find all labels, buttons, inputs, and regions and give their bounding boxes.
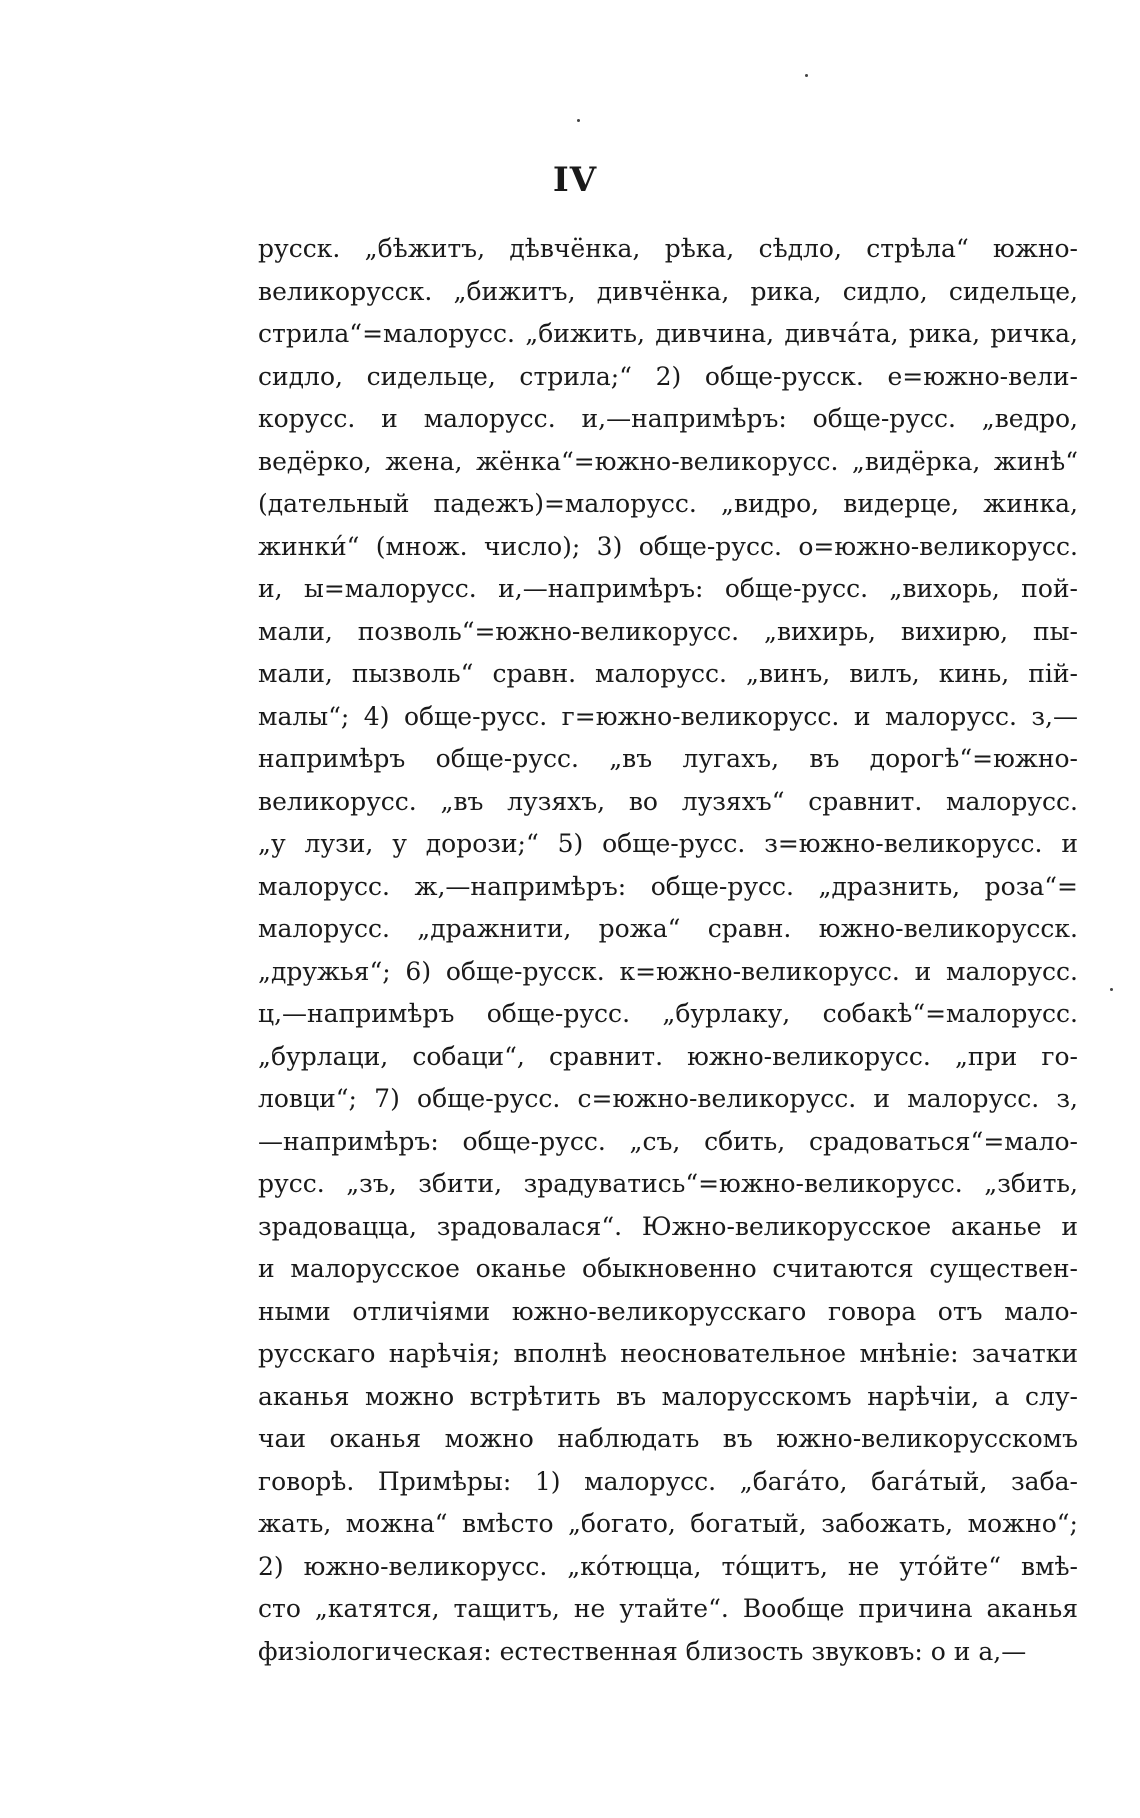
text-line: ц,—напримѣръ обще-русс. „бурлаку, собакѣ“=малорусс. [258, 999, 1078, 1028]
text-line: „у лузи, у дорози;“ 5) обще-русс. з=южно-великорусс. и [258, 829, 1078, 858]
text-line: корусс. и малорусс. и,—напримѣръ: обще-русс. „ведро, [258, 404, 1078, 433]
scan-speck [805, 74, 808, 77]
text-line: жинки́“ (множ. число); 3) обще-русс. о=южно-великорусс. [258, 531, 1078, 561]
scan-speck [1110, 988, 1113, 991]
text-line: (дательный падежъ)=малорусс. „видро, видерце, жинка, [258, 489, 1078, 518]
text-line: малы“; 4) обще-русс. г=южно-великорусс. и малорусс. з,— [258, 701, 1078, 731]
text-line: сидло, сидельце, стрила;“ 2) обще-русск. е=южно-вели- [258, 361, 1078, 391]
body-text [258, 228, 1078, 1673]
text-line: жать, можна“ вмѣсто „богато, богатый, забожать, можно“; [258, 1509, 1078, 1538]
text-line: стрила“=малорусс. „бижить, дивчина, дивча́та, рика, ричка, [258, 319, 1078, 348]
text-line: мали, позволь“=южно-великорусс. „вихирь, вихирю, пы- [258, 616, 1078, 646]
text-line: ведёрко, жена, жёнка“=южно-великорусс. „видёрка, жинѣ“ [258, 446, 1078, 476]
text-line: „бурлаци, собаци“, сравнит. южно-великорусс. „при го- [258, 1041, 1078, 1071]
text-line: ными отличіями южно-великорусскаго говора отъ мало- [258, 1296, 1078, 1326]
text-line: аканья можно встрѣтить въ малорусскомъ нарѣчіи, а слу- [258, 1381, 1078, 1411]
text-line: русскаго нарѣчія; вполнѣ неосновательное мнѣніе: зачатки [258, 1339, 1078, 1368]
text-line: ловци“; 7) обще-русс. с=южно-великорусс. и малорусс. з, [258, 1084, 1078, 1113]
text-line: 2) южно-великорусс. „ко́тюцца, то́щитъ, не уто́йте“ вмѣ- [258, 1551, 1078, 1581]
text-line: сто „катятся, тащитъ, не утайте“. Вообще причина аканья [258, 1594, 1078, 1623]
text-line: и малорусское оканье обыкновенно считаются существен- [258, 1254, 1078, 1283]
text-line: —напримѣръ: обще-русс. „съ, сбить, срадоваться“=мало- [258, 1126, 1078, 1156]
text-line: чаи оканья можно наблюдать въ южно-великорусскомъ [258, 1424, 1078, 1453]
scan-speck [577, 119, 580, 122]
text-line: великорусск. „бижитъ, дивчёнка, рика, сидло, сидельце, [258, 276, 1078, 306]
text-line: и, ы=малорусс. и,—напримѣръ: обще-русс. „вихорь, пой- [258, 574, 1078, 603]
text-line: малорусс. ж,—напримѣръ: обще-русс. „дразнить, роза“= [258, 871, 1078, 901]
text-line: зрадовацца, зрадовалася“. Южно-великорусское аканье и [258, 1211, 1078, 1241]
text-line: мали, пызволь“ сравн. малорусс. „винъ, вилъ, кинь, пій- [258, 659, 1078, 688]
text-line: русск. „бѣжитъ, дѣвчёнка, рѣка, сѣдло, стрѣла“ южно- [258, 234, 1078, 263]
text-line: физіологическая: естественная близость звуковъ: о и а,— [258, 1636, 1027, 1666]
text-line: русс. „зъ, збити, зрадуватись“=южно-великорусс. „збить, [258, 1169, 1078, 1198]
text-line: великорусс. „въ лузяхъ, во лузяхъ“ сравнит. малорусс. [258, 786, 1078, 816]
text-line: напримѣръ обще-русс. „въ лугахъ, въ дорогѣ“=южно- [258, 744, 1078, 773]
text-line: малорусс. „дражнити, рожа“ сравн. южно-великорусск. [258, 914, 1078, 943]
text-line: „дружья“; 6) обще-русск. к=южно-великорусс. и малорусс. [258, 956, 1078, 986]
page-number: IV [552, 160, 598, 200]
text-line: говорѣ. Примѣры: 1) малорусс. „бага́то, бага́тый, заба- [258, 1466, 1078, 1496]
